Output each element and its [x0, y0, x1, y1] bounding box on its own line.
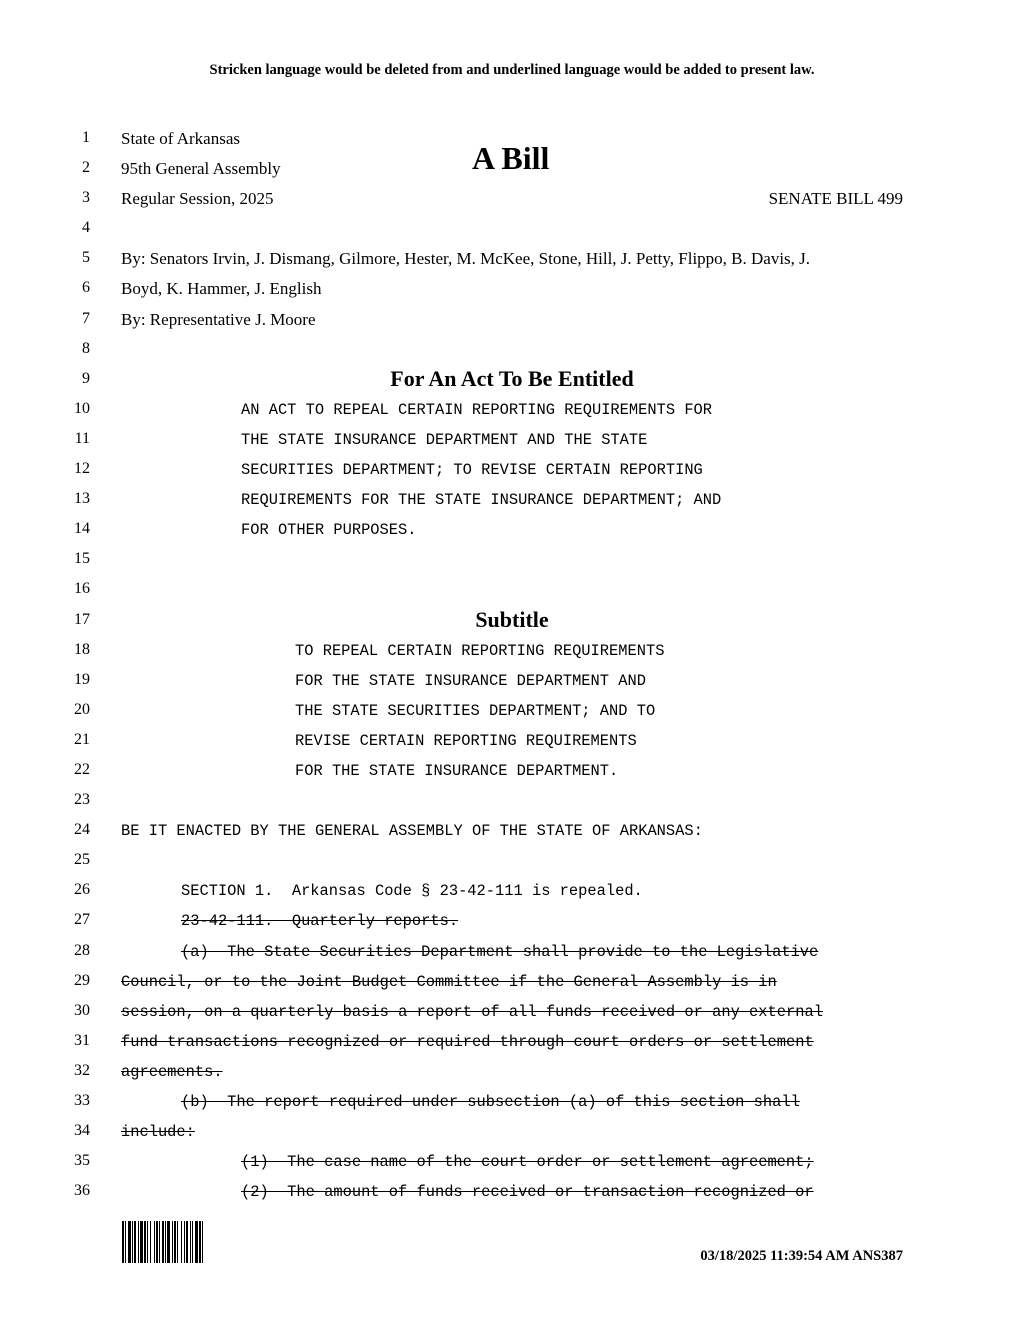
line-number: 21	[74, 730, 90, 748]
bill-line	[0, 214, 1024, 244]
subtitle-line: THE STATE SECURITIES DEPARTMENT; AND TO	[295, 701, 656, 720]
section-1-heading: SECTION 1. Arkansas Code § 23-42-111 is repealed.	[181, 882, 643, 901]
bill-line	[0, 846, 1024, 876]
bill-line	[0, 515, 1024, 545]
sponsor-representative: By: Representative J. Moore	[121, 309, 316, 329]
stricken-text: (1) The case name of the court order or settlement agreement;	[241, 1153, 814, 1172]
line-number: 11	[74, 429, 90, 447]
bill-line	[0, 967, 1024, 997]
bill-line	[0, 545, 1024, 575]
line-number: 18	[74, 640, 90, 658]
line-number: 9	[82, 369, 90, 387]
line-number: 1	[82, 129, 90, 146]
stricken-text: Council, or to the Joint Budget Committee if the General Assembly is in	[121, 972, 777, 991]
bill-line	[0, 876, 1024, 906]
stricken-language-notice: Stricken language would be deleted from and underlined language would be added to present law.	[209, 62, 815, 78]
bill-line	[0, 1177, 1024, 1207]
act-title-line: REQUIREMENTS FOR THE STATE INSURANCE DEPARTMENT; AND	[241, 491, 722, 510]
line-number: 16	[74, 580, 90, 598]
bill-line	[0, 1087, 1024, 1117]
stricken-text: (b) The report required under subsection (a) of this section shall	[181, 1093, 800, 1111]
document-timestamp: 03/18/2025 11:39:54 AM ANS387	[700, 1248, 903, 1264]
bill-line	[0, 1117, 1024, 1147]
line-number: 4	[82, 219, 90, 237]
line-number: 24	[74, 821, 90, 839]
bill-line	[0, 140, 1024, 184]
line-number: 10	[74, 399, 90, 417]
line-number: 23	[74, 791, 90, 809]
enacting-clause: BE IT ENACTED BY THE GENERAL ASSEMBLY OF THE STATE OF ARKANSAS:	[121, 822, 703, 841]
line-number: 3	[82, 189, 90, 207]
document-title: A Bill	[472, 140, 550, 177]
line-number: 20	[74, 700, 90, 718]
bill-line	[0, 816, 1024, 846]
entitled-heading: For An Act To Be Entitled	[390, 365, 634, 391]
bill-line	[0, 425, 1024, 455]
line-number: 22	[74, 760, 90, 778]
subtitle-line: FOR THE STATE INSURANCE DEPARTMENT AND	[295, 671, 646, 690]
stricken-text: (a) The State Securities Department shall provide to the Legislative	[181, 942, 819, 961]
line-number: 2	[82, 159, 90, 177]
bill-line	[0, 455, 1024, 485]
line-number: 5	[82, 249, 90, 267]
line-number: 14	[74, 520, 90, 538]
bill-line	[0, 244, 1024, 274]
barcode-icon	[122, 1221, 248, 1263]
line-number: 34	[74, 1122, 90, 1140]
line-number: 12	[74, 460, 90, 478]
sponsors-senators-continued: Boyd, K. Hammer, J. English	[121, 279, 322, 299]
line-number: 35	[74, 1152, 90, 1170]
bill-line	[0, 696, 1024, 726]
stricken-text: fund transactions recognized or required through court orders or settlement	[121, 1032, 814, 1051]
subtitle-line: TO REPEAL CERTAIN REPORTING REQUIREMENTS	[295, 641, 665, 660]
bill-line	[0, 1057, 1024, 1087]
general-assembly: 95th General Assembly	[121, 159, 281, 179]
line-number: 29	[74, 971, 90, 989]
line-number: 13	[74, 490, 90, 508]
line-number: 15	[74, 550, 90, 568]
bill-line	[0, 575, 1024, 605]
bill-line	[0, 906, 1024, 936]
line-number: 28	[74, 941, 90, 959]
line-number: 26	[74, 881, 90, 899]
stricken-text: include:	[121, 1123, 195, 1142]
bill-line	[0, 365, 1024, 395]
line-number: 25	[74, 851, 90, 869]
bill-line	[0, 184, 1024, 214]
bill-line	[0, 395, 1024, 425]
line-number: 27	[74, 911, 90, 929]
bill-line	[0, 666, 1024, 696]
line-number: 19	[74, 670, 90, 688]
act-title-line: FOR OTHER PURPOSES.	[241, 521, 417, 540]
state-name: State of Arkansas	[121, 129, 240, 148]
bill-line	[0, 997, 1024, 1027]
bill-line	[0, 636, 1024, 666]
bill-line	[0, 606, 1024, 636]
act-title-line: AN ACT TO REPEAL CERTAIN REPORTING REQUIREMENTS FOR	[241, 400, 713, 419]
stricken-text: 23-42-111. Quarterly reports.	[181, 912, 459, 931]
bill-line	[0, 1027, 1024, 1057]
stricken-text: (2) The amount of funds received or transaction recognized or	[241, 1183, 814, 1202]
bill-line	[0, 726, 1024, 756]
subtitle-line: REVISE CERTAIN REPORTING REQUIREMENTS	[295, 731, 637, 750]
bill-line	[0, 937, 1024, 967]
line-number: 32	[74, 1061, 90, 1079]
bill-line	[0, 756, 1024, 786]
stricken-text: session, on a quarterly basis a report of all funds received or any external	[121, 1002, 823, 1021]
subtitle-heading: Subtitle	[475, 606, 549, 632]
bill-line	[0, 786, 1024, 816]
line-number: 8	[82, 339, 90, 357]
act-title-line: THE STATE INSURANCE DEPARTMENT AND THE STATE	[241, 430, 648, 449]
bill-line	[0, 335, 1024, 365]
line-number: 17	[74, 610, 90, 628]
bill-line	[0, 274, 1024, 304]
line-number: 7	[82, 309, 90, 327]
barcode-bar	[202, 1221, 203, 1263]
bill-number: SENATE BILL 499	[768, 189, 903, 209]
line-number: 33	[74, 1092, 90, 1109]
sponsors-senators: By: Senators Irvin, J. Dismang, Gilmore, Hester, M. McKee, Stone, Hill, J. Petty, Flippo, B. Davis, J.	[121, 249, 811, 269]
line-number: 36	[74, 1182, 90, 1200]
bill-line	[0, 485, 1024, 515]
session-label: Regular Session, 2025	[121, 189, 274, 209]
stricken-text: agreements.	[121, 1062, 223, 1081]
bill-line	[0, 1147, 1024, 1177]
act-title-line: SECURITIES DEPARTMENT; TO REVISE CERTAIN REPORTING	[241, 461, 703, 480]
bill-line	[0, 305, 1024, 335]
subtitle-line: FOR THE STATE INSURANCE DEPARTMENT.	[295, 761, 619, 780]
line-number: 31	[74, 1031, 90, 1049]
bill-text-lines	[0, 124, 1024, 1207]
line-number: 6	[82, 279, 90, 297]
line-number: 30	[74, 1001, 90, 1019]
